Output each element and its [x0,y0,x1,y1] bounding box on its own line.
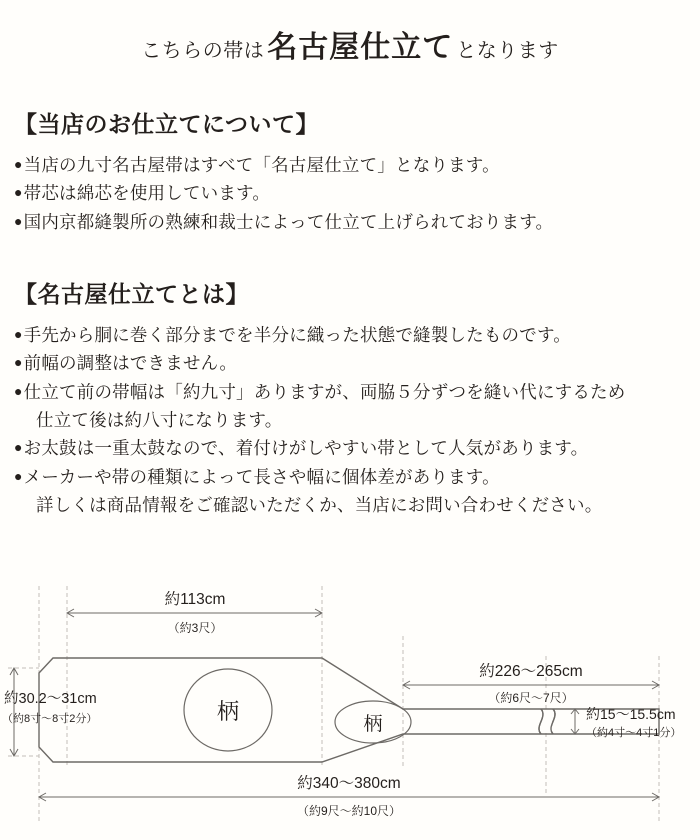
list-item [14,463,686,491]
bullet-icon: ● [14,326,23,343]
bullet-icon: ● [14,184,23,201]
dimension-top-shaku: （約3尺） [167,621,223,635]
list-item-text: お太鼓は一重太鼓なので、着付けがしやすい帯として人気があります。 [23,438,589,459]
list-item-text: 国内京都縫製所の熟練和裁士によって仕立て上げられております。 [23,211,554,232]
bullet-icon: ● [14,156,23,172]
list-item-text: 手先から胴に巻く部分までを半分に織った状態で縫製したものです。 [23,325,571,346]
list-item-continuation: 仕立て後は約八寸になります。 [36,410,283,431]
bullet-icon: ● [14,439,23,456]
list-item [14,378,686,406]
dimension-bottom-cm: 約340〜380cm [297,775,401,792]
dimension-left [8,668,39,756]
bullet-icon: ● [14,467,23,484]
dimension-right-shaku: （約6尺〜7尺） [488,691,574,705]
list-item-text: 当店の九寸名古屋帯はすべて「名古屋仕立て」となります。 [23,155,500,175]
section-shop-tailoring [0,106,700,236]
page-title-suffix: となります [456,40,559,62]
page-title-emphasis: 名古屋仕立て [267,31,454,64]
section-title: 【名古屋仕立てとは】 [14,281,249,308]
list-item-continuation: 詳しくは商品情報をご確認いただくか、当店にお問い合わせください。 [36,495,603,516]
bullet-icon: ● [14,354,23,371]
obi-dimension-diagram [0,566,700,840]
list-item-text: メーカーや帯の種類によって長さや幅に個体差があります。 [23,466,500,487]
dimension-right-cm: 約226〜265cm [479,663,583,680]
dimension-top [67,609,322,617]
dimension-top-cm: 約113cm [164,591,226,608]
list-item [14,321,686,349]
bullet-icon: ● [14,382,23,399]
list-item [14,179,686,207]
list-item-text: 帯芯は綿芯を使用しています。 [23,183,271,204]
section-title: 【当店のお仕立てについて】 [14,111,320,137]
list-item-text: 仕立て前の帯幅は「約九寸」ありますが、両脇５分ずつを縫い代にするため [23,381,626,402]
section-nagoya-definition [0,276,700,519]
list-item [14,151,686,179]
page-title [0,0,700,72]
bullet-icon: ● [14,212,23,229]
list-item [14,349,686,377]
dimension-bottom [39,793,659,801]
dimension-left-cm: 約30.2〜31cm [4,691,97,707]
list-item [14,434,686,462]
dimension-narrow [571,709,579,734]
page-title-prefix: こちらの帯は [141,40,265,62]
pattern-label-large: 柄 [216,699,240,724]
pattern-label-small: 柄 [363,714,383,735]
list-item-text: 前幅の調整はできません。 [23,353,238,374]
dimension-right [403,681,659,689]
dimension-bottom-shaku: （約9尺〜約10尺） [296,804,402,818]
dimension-narrow-cm: 約15〜15.5cm [586,706,676,722]
list-item [14,208,686,236]
dimension-narrow-shaku: （約4寸〜4寸1分） [586,727,682,739]
dimension-left-shaku: （約8寸〜8寸2分） [2,713,98,725]
